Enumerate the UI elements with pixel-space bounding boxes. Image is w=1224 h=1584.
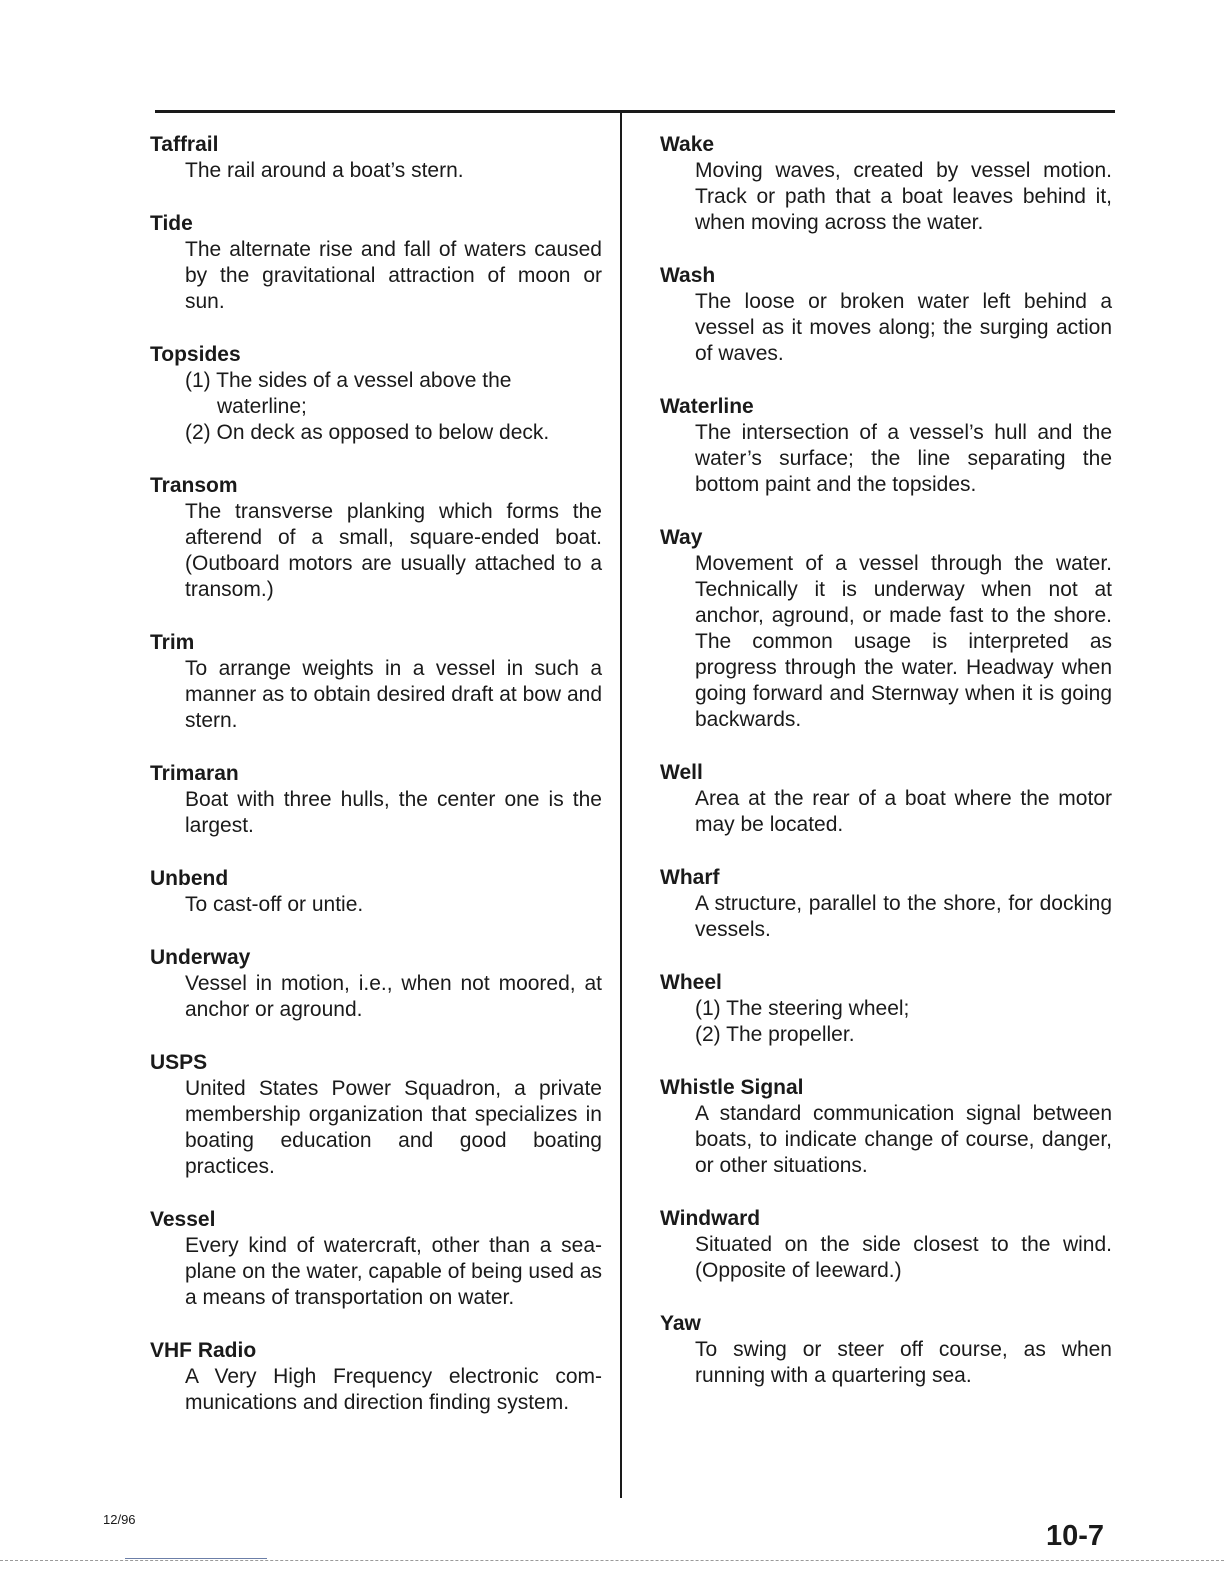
entry-term: Waterline [660,395,754,418]
entry-definition: To swing or steer off course, as when running with a quartering sea. [695,1338,1112,1387]
entry-term: Unbend [150,867,229,890]
entry-definition: United States Power Squadron, a private membership organization that specializes in boating education and good boating practices. [185,1077,602,1178]
entry-term: Way [660,526,703,549]
entry-term: Yaw [660,1312,701,1335]
entry-term: Wash [660,264,716,287]
entry-term: Wheel [660,971,722,994]
bottom-scan-mark [125,1558,267,1559]
page-number: 10-7 [1046,1520,1105,1552]
glossary-entry-well [660,760,1112,838]
entry-term: Well [660,761,703,784]
glossary-entry-wheel [660,970,1112,1048]
entry-definition: The transverse planking which forms the afterend of a small, square-ended boat. (Outboard motors are usually attached to a transom.) [185,500,602,601]
entry-definition: A standard communication signal between boats, to indicate change of course, danger, or other situations. [695,1102,1112,1177]
top-rule [155,110,1115,113]
entry-definition: To cast-off or untie. [185,893,364,916]
glossary-entry-transom [150,473,602,603]
entry-definition: Moving waves, created by vessel motion. Track or path that a boat leaves behind it, when moving across the water. [695,159,1112,234]
glossary-entry-vhf-radio [150,1338,602,1416]
entry-term: Topsides [150,343,241,366]
entry-definition-item: (1) The steering wheel; [695,997,910,1020]
glossary-entry-unbend [150,866,602,918]
entry-term: Taffrail [150,133,219,156]
glossary-entry-wash [660,263,1112,367]
entry-definition: Every kind of watercraft, other than a sea-plane on the water, capable of being used as a means of transportation on water. [185,1234,602,1309]
glossary-entry-waterline [660,394,1112,498]
glossary-entry-trim [150,630,602,734]
entry-term: Wake [660,133,715,156]
glossary-entry-vessel [150,1207,602,1311]
entry-definition: To arrange weights in a vessel in such a manner as to obtain desired draft at bow and stern. [185,657,602,732]
glossary-entry-wake [660,132,1112,236]
glossary-entry-topsides [150,342,602,446]
entry-term: Trim [150,631,195,654]
entry-definition: Situated on the side closest to the wind. (Opposite of leeward.) [695,1233,1112,1282]
entry-definition: The loose or broken water left behind a vessel as it moves along; the surging action of waves. [695,290,1112,365]
glossary-entry-tide [150,211,602,315]
entry-definition: Area at the rear of a boat where the motor may be located. [695,787,1112,836]
glossary-entry-way [660,525,1112,733]
glossary-entry-underway [150,945,602,1023]
entry-definition: A Very High Frequency electronic com-munications and direction finding system. [185,1365,602,1414]
entry-definition: The rail around a boat’s stern. [185,159,464,182]
entry-definition: Boat with three hulls, the center one is the largest. [185,788,602,837]
entry-term: Underway [150,946,251,969]
glossary-entry-windward [660,1206,1112,1284]
entry-definition-item: (2) On deck as opposed to below deck. [185,421,550,444]
glossary-entry-usps [150,1050,602,1180]
entry-definition-item: (1) The sides of a vessel above the waterline; [185,369,512,418]
entry-definition: A structure, parallel to the shore, for docking vessels. [695,892,1112,941]
right-column [660,132,1112,1416]
entry-term: VHF Radio [150,1339,257,1362]
entry-definition: The intersection of a vessel’s hull and the water’s surface; the line separating the bottom paint and the topsides. [695,421,1112,496]
entry-term: Transom [150,474,238,497]
entry-term: Vessel [150,1208,216,1231]
entry-term: Tide [150,212,193,235]
entry-term: Wharf [660,866,720,889]
entry-term: USPS [150,1051,208,1074]
entry-term: Windward [660,1207,761,1230]
entry-definition-item: (2) The propeller. [695,1023,855,1046]
entry-term: Whistle Signal [660,1076,804,1099]
glossary-entry-whistle-signal [660,1075,1112,1179]
glossary-entry-taffrail [150,132,602,184]
entry-definition: Vessel in motion, i.e., when not moored, at anchor or aground. [185,972,602,1021]
entry-definition: The alternate rise and fall of waters caused by the gravitational attraction of moon or sun. [185,238,602,313]
glossary-entry-trimaran [150,761,602,839]
left-column [150,132,602,1443]
footer-date: 12/96 [103,1512,136,1527]
entry-term: Trimaran [150,762,239,785]
glossary-entry-yaw [660,1311,1112,1389]
column-divider [620,113,622,1498]
bottom-scan-edge [0,1560,1224,1561]
glossary-entry-wharf [660,865,1112,943]
entry-definition: Movement of a vessel through the water. Technically it is underway when not at anchor, aground, or made fast to the shore. The common usage is interpreted as progress through the water. Headway when going forward and Sternway when it is going backwards. [695,552,1112,731]
